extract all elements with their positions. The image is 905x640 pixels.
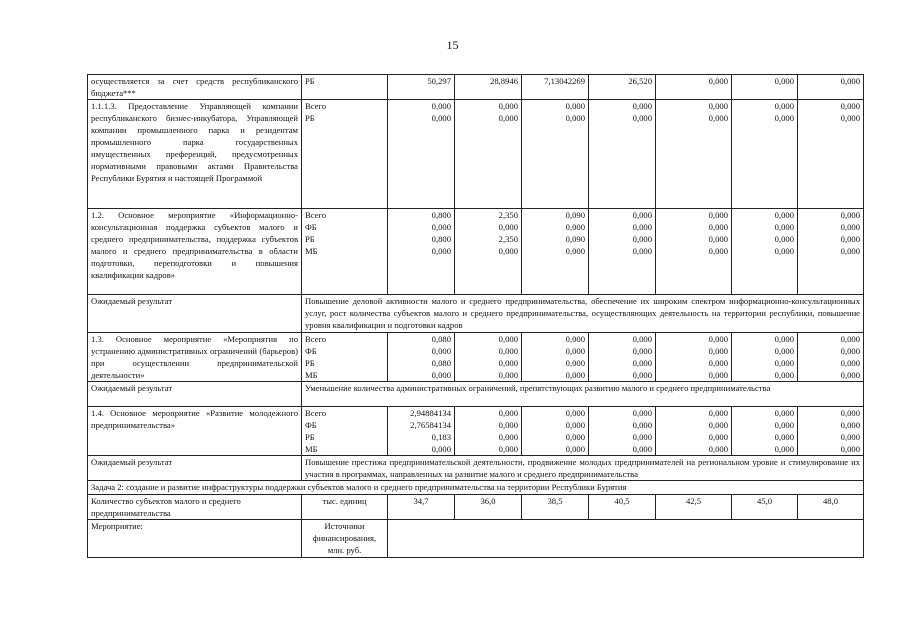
value-cell: 0,000 [840, 420, 860, 430]
value-cell: 0,000 [632, 444, 652, 454]
indicator-value: 36,0 [455, 495, 522, 520]
funding-source: Всего [305, 408, 327, 418]
value-cell: 0,000 [632, 210, 652, 220]
funding-source: МБ [305, 246, 318, 256]
value-cell: 0,000 [840, 246, 860, 256]
table-row [88, 481, 864, 495]
value-cell: 0,000 [774, 246, 794, 256]
value-cell: 0,000 [431, 246, 451, 256]
value-cell: 0,090 [565, 234, 585, 244]
indicator-value: 42,5 [656, 495, 732, 520]
task-heading: Задача 2: создание и развитие инфраструктуры поддержки субъектов малого и среднего предпринимательства на территории Республики Бурятия [88, 481, 864, 495]
expected-result-text: Повышение деловой активности малого и среднего предпринимательства, обеспечение их широким спектром информационно-консультационных услуг, рост количества субъектов малого и среднего предпринимательства, осуществляющих деятельность на территории республики, повышение уровня квалификации и подготовки кадров [302, 295, 864, 333]
value-cell: 0,000 [708, 210, 728, 220]
value-cell: 0,000 [840, 101, 860, 111]
value-cell: 0,000 [840, 334, 860, 344]
value-cell: 0,000 [774, 358, 794, 368]
value-cell: 0,000 [708, 408, 728, 418]
value-cell: 0,000 [565, 101, 585, 111]
value-cell: 0,000 [708, 346, 728, 356]
funding-source: Всего [305, 210, 327, 220]
measure-label: Мероприятие: [88, 520, 302, 558]
value-cell: 0,000 [774, 444, 794, 454]
value-cell: 0,000 [632, 113, 652, 123]
funding-source: РБ [305, 113, 315, 123]
expected-result-text: Повышение престижа предпринимательской деятельности, продвижение молодых предпринимателей на региональном уровне и стимулирование их участия в программах, направленных на развитие малого и среднего предпринимательства [302, 456, 864, 481]
funding-source: РБ [305, 234, 315, 244]
indicator-value: 40,5 [589, 495, 656, 520]
value-cell: 0,000 [632, 222, 652, 232]
table-row [88, 407, 864, 456]
value-cell: 0,000 [632, 420, 652, 430]
page-number: 15 [446, 38, 459, 52]
table-row [88, 382, 864, 407]
value-cell: 0,000 [431, 222, 451, 232]
table-row [88, 75, 864, 100]
value-cell: 0,800 [431, 234, 451, 244]
expected-result-label: Ожидаемый результат [88, 382, 302, 407]
value-cell: 0,000 [708, 113, 728, 123]
value-cell: 0,000 [498, 358, 518, 368]
value-cell: 0,000 [565, 420, 585, 430]
indicator-value: 48,0 [798, 495, 864, 520]
value-cell: 0,000 [708, 334, 728, 344]
value-cell: 0,000 [632, 334, 652, 344]
table-row [88, 100, 864, 209]
value-cell: 0,000 [498, 101, 518, 111]
value-cell: 0,000 [565, 358, 585, 368]
value-cell: 0,000 [632, 246, 652, 256]
expected-result-text: Уменьшение количества административных ограничений, препятствующих развитию малого и среднего предпринимательства [302, 382, 864, 407]
value-cell: 2,76584134 [410, 420, 451, 430]
budget-table [87, 74, 864, 558]
value-cell: 0,000 [431, 444, 451, 454]
value-cell: 0,000 [840, 358, 860, 368]
value-cell: 50,297 [388, 75, 455, 100]
funding-source: РБ [302, 75, 388, 100]
funding-source: ФБ [305, 346, 317, 356]
expected-result-label: Ожидаемый результат [88, 456, 302, 481]
value-cell: 0,000 [732, 75, 798, 100]
value-cell: 0,000 [498, 408, 518, 418]
value-cell: 0,000 [774, 234, 794, 244]
indicator-value: 45,0 [732, 495, 798, 520]
value-cell: 0,000 [632, 358, 652, 368]
value-cell: 0,000 [774, 222, 794, 232]
value-cell: 0,183 [431, 432, 451, 442]
table-row [88, 520, 864, 558]
value-cell: 7,13042269 [522, 75, 589, 100]
row-description: 1.3. Основное мероприятие «Мероприятия по устранению административных ограничений (барьеров) при осуществлении предпринимательской деятельности» [88, 333, 302, 382]
value-cell: 0,000 [774, 408, 794, 418]
table-row [88, 456, 864, 481]
table-row [88, 495, 864, 520]
row-description: 1.2. Основное мероприятие «Информационно-консультационная поддержка субъектов малого и среднего предпринимательства, поддержка субъектов малого и среднего предпринимательства в области подготовки, переподготовки и повышения квалификации кадров» [88, 209, 302, 295]
expected-result-label: Ожидаемый результат [88, 295, 302, 333]
value-cell: 0,000 [774, 346, 794, 356]
value-cell: 0,000 [565, 113, 585, 123]
value-cell: 0,000 [498, 334, 518, 344]
indicator-value: 34,7 [388, 495, 455, 520]
value-cell: 0,000 [840, 234, 860, 244]
value-cell: 0,000 [708, 444, 728, 454]
value-cell: 0,000 [774, 432, 794, 442]
value-cell: 0,000 [840, 210, 860, 220]
value-cell: 0,000 [774, 334, 794, 344]
table-row [88, 295, 864, 333]
value-cell: 0,000 [565, 370, 585, 380]
value-cell: 0,000 [498, 222, 518, 232]
value-cell: 0,000 [774, 210, 794, 220]
funding-source: МБ [305, 444, 318, 454]
value-cell: 0,000 [708, 370, 728, 380]
value-cell: 0,000 [840, 113, 860, 123]
value-cell: 0,000 [656, 75, 732, 100]
value-cell: 0,000 [498, 444, 518, 454]
value-cell: 0,000 [632, 101, 652, 111]
value-cell: 0,000 [774, 370, 794, 380]
value-cell: 0,000 [708, 432, 728, 442]
table-row [88, 333, 864, 382]
value-cell: 0,000 [565, 346, 585, 356]
value-cell: 0,000 [498, 370, 518, 380]
row-description: 1.4. Основное мероприятие «Развитие молодежного предпринимательства» [88, 407, 302, 456]
value-cell: 0,000 [708, 358, 728, 368]
value-cell: 0,000 [632, 346, 652, 356]
value-cell: 0,080 [431, 334, 451, 344]
value-cell: 0,000 [498, 346, 518, 356]
row-description: 1.1.1.3. Предоставление Управляющей компании республиканского бизнес-инкубатора, Управляющей компании промышленного парка и резидентам промышленного парка государственных имущественных преференций, предусмотренных нормативными правовыми актами Правительства Республики Бурятия и настоящей Программой [88, 100, 302, 209]
funding-source: Всего [305, 334, 327, 344]
value-cell: 0,000 [565, 408, 585, 418]
funding-source: Всего [305, 101, 327, 111]
funding-sources-header: Источники финансирования, млн. руб. [302, 520, 388, 558]
value-cell: 0,090 [565, 210, 585, 220]
value-cell: 0,000 [840, 222, 860, 232]
value-cell: 0,000 [798, 75, 864, 100]
value-cell: 0,000 [840, 370, 860, 380]
indicator-value: 38,5 [522, 495, 589, 520]
value-cell: 0,000 [431, 346, 451, 356]
funding-source: РБ [305, 432, 315, 442]
value-cell: 0,000 [498, 432, 518, 442]
value-cell: 0,000 [431, 101, 451, 111]
value-cell: 0,000 [632, 234, 652, 244]
value-cell: 0,000 [565, 444, 585, 454]
value-cell: 0,000 [708, 234, 728, 244]
value-cell: 0,000 [774, 420, 794, 430]
value-cell: 28,8946 [455, 75, 522, 100]
value-cell: 0,080 [431, 358, 451, 368]
value-cell: 0,000 [632, 370, 652, 380]
value-cell: 0,000 [565, 246, 585, 256]
funding-source: МБ [305, 370, 318, 380]
indicator-name: Количество субъектов малого и среднего предпринимательства [88, 495, 302, 520]
value-cell: 0,000 [840, 444, 860, 454]
value-cell: 0,000 [774, 113, 794, 123]
value-cell: 0,000 [632, 432, 652, 442]
value-cell: 26,520 [589, 75, 656, 100]
value-cell: 0,800 [431, 210, 451, 220]
value-cell: 0,000 [431, 113, 451, 123]
value-cell: 0,000 [498, 113, 518, 123]
value-cell: 0,000 [840, 432, 860, 442]
value-cell: 2,94884134 [410, 408, 451, 418]
value-cell: 0,000 [708, 101, 728, 111]
value-cell: 2,350 [498, 210, 518, 220]
value-cell: 0,000 [498, 420, 518, 430]
funding-source: РБ [305, 358, 315, 368]
table-row [88, 209, 864, 295]
value-cell: 0,000 [708, 246, 728, 256]
value-cell: 0,000 [431, 370, 451, 380]
value-cell: 0,000 [840, 408, 860, 418]
value-cell: 0,000 [774, 101, 794, 111]
funding-source: ФБ [305, 420, 317, 430]
value-cell: 2,350 [498, 234, 518, 244]
row-description: осуществляется за счет средств республиканского бюджета*** [88, 75, 302, 100]
value-cell: 0,000 [498, 246, 518, 256]
value-cell: 0,000 [708, 222, 728, 232]
funding-source: ФБ [305, 222, 317, 232]
value-cell: 0,000 [632, 408, 652, 418]
value-cell: 0,000 [565, 334, 585, 344]
unit-of-measure: тыс. единиц [302, 495, 388, 520]
value-cell: 0,000 [708, 420, 728, 430]
value-cell: 0,000 [565, 222, 585, 232]
value-cell: 0,000 [840, 346, 860, 356]
value-cell: 0,000 [565, 432, 585, 442]
